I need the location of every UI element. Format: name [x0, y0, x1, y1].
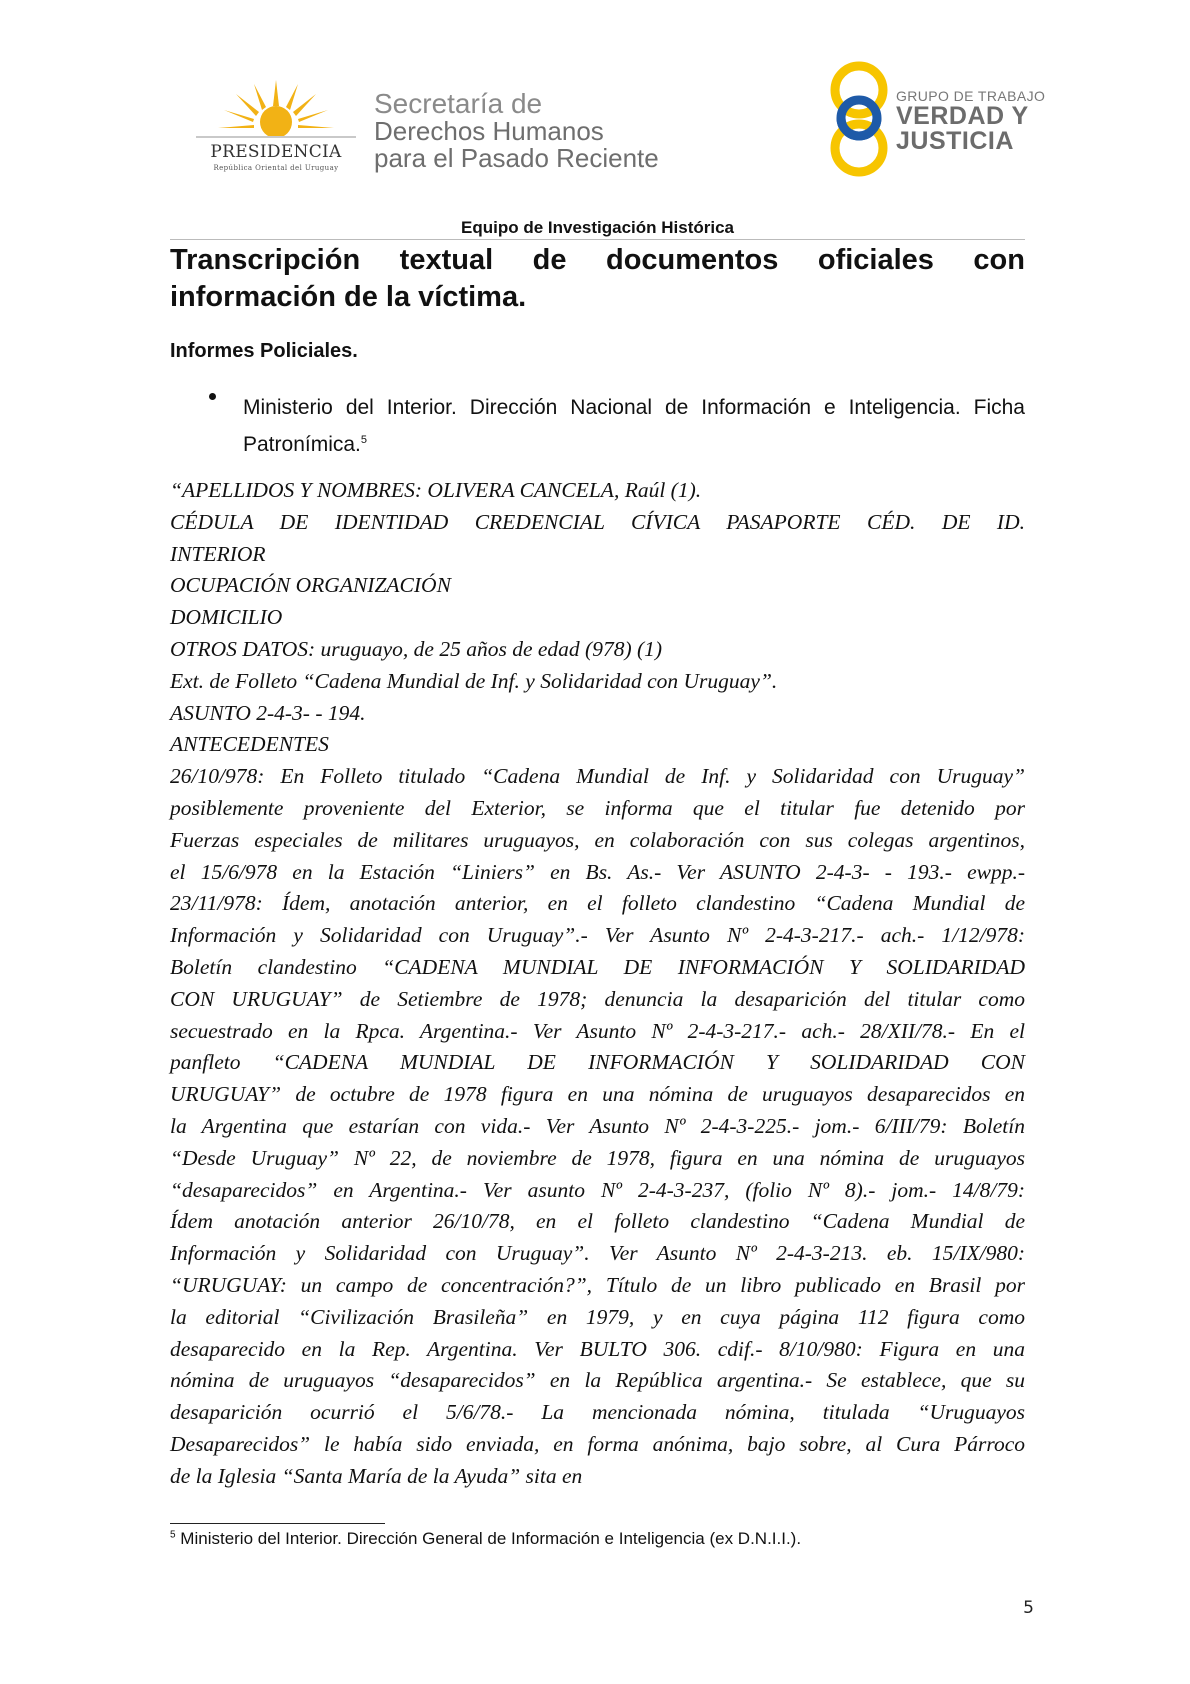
antecedent-line: la editorial “Civilización Brasileña” en 1979, y en cuya página 112 figura como [170, 1304, 1025, 1329]
team-divider [170, 239, 1025, 240]
antecedent-line: Fuerzas especiales de militares uruguayos, en colaboración con sus colegas argentinos, [170, 827, 1025, 852]
transcription-line: DOMICILIO [170, 605, 283, 630]
antecedent-line: URUGUAY” de octubre de 1978 figura en una nómina de uruguayos desaparecidos en [170, 1082, 1025, 1107]
antecedent-line: Información y Solidaridad con Uruguay”. Ver Asunto Nº 2-4-3-213. eb. 15/IX/980: [170, 1241, 1025, 1266]
antecedent-line: posiblemente proveniente del Exterior, se informa que el titular fue detenido por [170, 795, 1025, 820]
bullet-item-text: Ministerio del Interior. Dirección Nacional de Información e Inteligencia. Ficha Patronímica. [243, 396, 1025, 456]
footnote [170, 1529, 801, 1549]
antecedent-line: 26/10/978: En Folleto titulado “Cadena Mundial de Inf. y Solidaridad con Uruguay” [170, 764, 1025, 789]
antecedent-line: 23/11/978: Ídem, anotación anterior, en el folleto clandestino “Cadena Mundial de [170, 891, 1025, 916]
antecedent-line: “desaparecidos” en Argentina.- Ver asunto Nº 2-4-3-237, (folio Nº 8).- jom.- 14/8/79: [170, 1177, 1025, 1202]
secretaria-line-1: Secretaría de [374, 88, 543, 119]
secretaria-line-2: Derechos Humanos [374, 116, 604, 146]
antecedent-line: desaparecido en la Rep. Argentina. Ver BULTO 306. cdif.- 8/10/980: Figura en una [170, 1336, 1025, 1361]
transcription-line: OTROS DATOS: uruguayo, de 25 años de edad (978) (1) [170, 636, 663, 661]
bullet-icon [209, 393, 216, 400]
document-title: Transcripción textual de documentos oficiales con información de la víctima. [170, 244, 1025, 313]
footnote-number: 5 [170, 1529, 176, 1541]
antecedent-line: “URUGUAY: un campo de concentración?”, Título de un libro publicado en Brasil por [170, 1272, 1025, 1297]
antecedent-line: CON URUGUAY” de Setiembre de 1978; denuncia la desaparición del titular como [170, 986, 1025, 1011]
transcription-line: ANTECEDENTES [170, 732, 329, 757]
vj-line-3: JUSTICIA [896, 127, 1014, 155]
footnote-text: Ministerio del Interior. Dirección General de Información e Inteligencia (ex D.N.I.I.). [180, 1529, 802, 1548]
verdad-justicia-text [896, 88, 1045, 154]
antecedent-line: desaparición ocurrió el 5/6/78.- La mencionada nómina, titulada “Uruguayos [170, 1400, 1025, 1425]
antecedent-line: Desaparecidos” le había sido enviada, en forma anónima, bajo sobre, al Cura Párroco [170, 1431, 1025, 1456]
secretaria-logo-text [374, 90, 659, 172]
sun-emblem-icon [196, 80, 356, 144]
antecedent-line: Ídem anotación anterior 26/10/78, en el folleto clandestino “Cadena Mundial de [170, 1209, 1025, 1234]
transcription-line: ASUNTO 2-4-3- - 194. [170, 700, 366, 725]
transcription-line: OCUPACIÓN ORGANIZACIÓN [170, 573, 451, 598]
transcription-line: CÉDULA DE IDENTIDAD CREDENCIAL CÍVICA PASAPORTE CÉD. DE ID. [170, 509, 1025, 534]
antecedent-line: panfleto “CADENA MUNDIAL DE INFORMACIÓN Y SOLIDARIDAD CON [170, 1050, 1025, 1075]
footnote-separator [170, 1523, 385, 1524]
antecedent-line: secuestrado en la Rpca. Argentina.- Ver Asunto Nº 2-4-3-217.- ach.- 28/XII/78.- En el [170, 1018, 1025, 1043]
antecedent-line: Información y Solidaridad con Uruguay”.- Ver Asunto Nº 2-4-3-217.- ach.- 1/12/978: [170, 923, 1025, 948]
transcription-body [170, 475, 1025, 1493]
antecedent-line: Boletín clandestino “CADENA MUNDIAL DE INFORMACIÓN Y SOLIDARIDAD [170, 954, 1025, 979]
vj-line-1: GRUPO DE TRABAJO [896, 88, 1046, 104]
vj-line-2: VERDAD Y [896, 102, 1029, 130]
antecedent-line: el 15/6/978 en la Estación “Liniers” en Bs. As.- Ver ASUNTO 2-4-3- - 193.- ewpp.- [170, 859, 1025, 884]
footnote-reference: 5 [360, 434, 368, 446]
section-heading: Informes Policiales. [170, 340, 358, 362]
bullet-item [243, 392, 1025, 461]
antecedent-line: la Argentina que estarían con vida.- Ver Asunto Nº 2-4-3-225.- jom.- 6/III/79: Boletín [170, 1113, 1025, 1138]
transcription-line: “APELLIDOS Y NOMBRES: OLIVERA CANCELA, Raúl (1). [170, 478, 702, 502]
team-heading: Equipo de Investigación Histórica [461, 218, 734, 237]
antecedent-line: “Desde Uruguay” Nº 22, de noviembre de 1978, figura en una nómina de uruguayos [170, 1145, 1025, 1170]
presidencia-logo [196, 80, 356, 176]
verdad-justicia-rings-icon [824, 56, 894, 180]
transcription-line: INTERIOR [170, 541, 266, 566]
antecedent-line: nómina de uruguayos “desaparecidos” en la República argentina.- Se establece, que su [170, 1368, 1025, 1393]
presidencia-subtitle: República Oriental del Uruguay [213, 164, 339, 172]
transcription-line: Ext. de Folleto “Cadena Mundial de Inf. y Solidaridad con Uruguay”. [170, 668, 778, 693]
antecedent-line: de la Iglesia “Santa María de la Ayuda” sita en [170, 1463, 583, 1488]
secretaria-line-3: para el Pasado Reciente [374, 143, 659, 173]
page-number: 5 [1023, 1598, 1034, 1618]
presidencia-wordmark: PRESIDENCIA [210, 142, 342, 162]
